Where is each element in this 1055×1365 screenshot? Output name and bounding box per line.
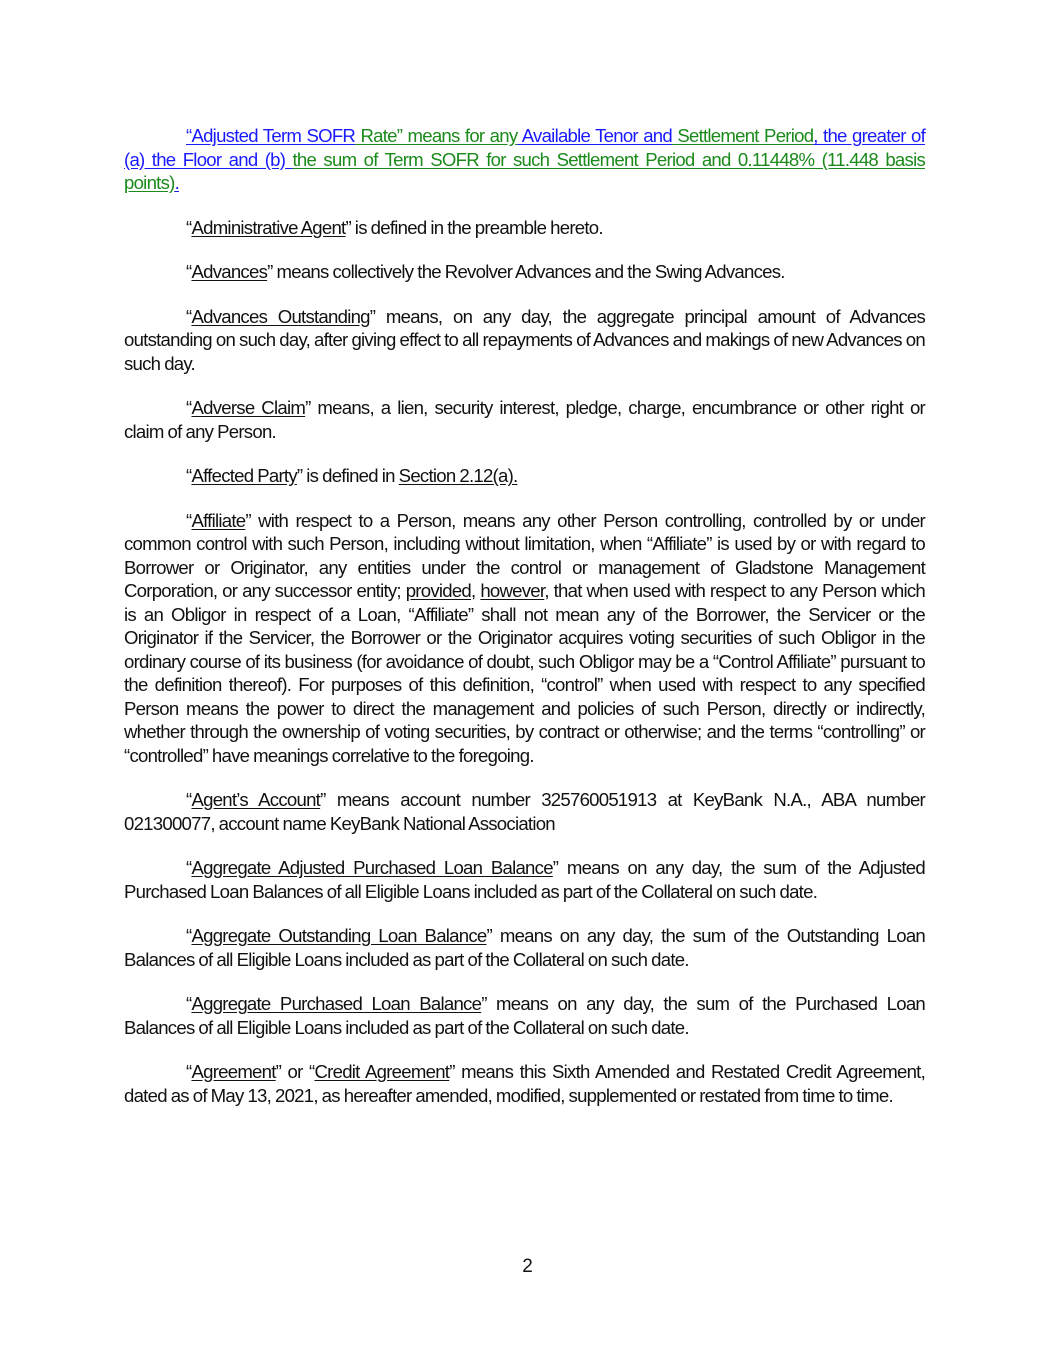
- definition-text: ” or “: [275, 1061, 315, 1082]
- defined-term: Agent’s Account: [191, 789, 321, 810]
- definition-text: ” means account number 325760051913 at KeyBank N.A., ABA number 021300077, account name KeyBank National Association: [124, 789, 925, 834]
- definition-text: ” means on any day, the sum of the Purchased Loan Balances of all Eligible Loans included as part of the Collateral on such date.: [124, 993, 925, 1038]
- defined-term: Administrative Agent: [191, 216, 346, 238]
- definition-advances: [124, 260, 925, 284]
- quote-mark: “: [186, 789, 192, 810]
- definition-text: ” means on any day, the sum of the Adjusted Purchased Loan Balances of all Eligible Loans included as part of the Collateral on such date.: [124, 857, 925, 902]
- inserted-text-blue: .: [174, 172, 179, 193]
- definition-text: ” with respect to a Person, means any other Person controlling, controlled by or under common control with such Person, including without limitation, when “Affiliate” is used by or with regard to Borrower or Originator, any entities under the control or management of Gladstone Management Corporation, or any successor entity;: [124, 509, 925, 601]
- defined-term: Aggregate Purchased Loan Balance: [191, 993, 482, 1014]
- quote-mark: “: [186, 1061, 192, 1082]
- definition-text: ” means collectively the Revolver Advances and the Swing Advances.: [267, 261, 785, 282]
- definition-administrative-agent: [124, 216, 925, 240]
- defined-term: Agreement: [191, 1061, 276, 1082]
- quote-mark: “: [186, 216, 192, 238]
- quote-mark: “: [186, 509, 192, 531]
- definition-aggregate-purchased-loan-balance: [124, 992, 925, 1039]
- definition-affected-party: [124, 464, 925, 488]
- defined-term: Affected Party: [191, 465, 297, 486]
- defined-term: Adverse Claim: [191, 397, 306, 418]
- inserted-text-blue: Available Tenor and: [517, 125, 672, 146]
- definition-agreement: [124, 1060, 925, 1107]
- definition-adverse-claim: [124, 396, 925, 443]
- definition-text: ” is defined in the preamble hereto.: [345, 216, 603, 238]
- quote-mark: “: [186, 397, 192, 418]
- defined-term: Credit Agreement: [314, 1061, 450, 1082]
- proviso-however: however: [480, 580, 545, 601]
- quote-mark: “: [186, 261, 192, 282]
- quote-mark: “: [186, 305, 192, 327]
- definition-text: ” is defined in: [296, 465, 399, 486]
- inserted-text-green: Settlement Period: [671, 125, 814, 146]
- definition-text: , that when used with respect to any Person which is an Obligor in respect of a Loan, “Affiliate” shall not mean any of the Borrower, the Servicer or the Originator if the Servicer, the Borrower or the Originator acquires voting securities of such Obligor in the ordinary course of its business (for avoidance of doubt, such Obligor may be a “Control Affiliate” pursuant to the definition thereof). For purposes of this definition, “control” when used with respect to any specified Person means the power to direct the management and policies of such Person, directly or indirectly, whether through the ownership of voting securities, by contract or otherwise; and the terms “controlling” or “controlled” have meanings correlative to the foregoing.: [124, 580, 926, 766]
- defined-term: Advances Outstanding: [191, 305, 370, 327]
- definition-text: ,: [471, 580, 481, 601]
- definition-adjusted-term-sofr-rate: [124, 124, 925, 195]
- definition-text: ” means on any day, the sum of the Outstanding Loan Balances of all Eligible Loans included as part of the Collateral on such date.: [124, 925, 925, 970]
- definition-affiliate: [124, 509, 925, 768]
- defined-term: Aggregate Adjusted Purchased Loan Balance: [191, 857, 553, 878]
- quote-mark: “: [186, 465, 192, 486]
- inserted-text-blue: , the greater of (a) the Floor and (b): [124, 125, 925, 170]
- defined-term: Advances: [191, 261, 268, 282]
- quote-mark: “: [186, 993, 192, 1014]
- proviso-provided: provided: [405, 580, 472, 601]
- document-page: [124, 124, 925, 1128]
- inserted-text-green: Rate” means for any: [355, 125, 518, 146]
- definition-text: ” means this Sixth Amended and Restated Credit Agreement, dated as of May 13, 2021, as hereafter amended, modified, supplemented or restated from time to time.: [124, 1061, 925, 1106]
- section-reference: Section 2.12(a).: [398, 465, 518, 486]
- definition-aggregate-adjusted-purchased-loan-balance: [124, 856, 925, 903]
- definition-agents-account: [124, 788, 925, 835]
- definition-text: ” means, on any day, the aggregate principal amount of Advances outstanding on such day, after giving effect to all repayments of Advances and makings of new Advances on such day.: [124, 305, 926, 374]
- defined-term: Aggregate Outstanding Loan Balance: [191, 925, 487, 946]
- defined-term: Affiliate: [191, 509, 246, 531]
- inserted-text-blue: “Adjusted Term SOFR: [186, 125, 356, 146]
- quote-mark: “: [186, 925, 192, 946]
- definition-aggregate-outstanding-loan-balance: [124, 924, 925, 971]
- page-number: 2: [522, 1256, 533, 1277]
- quote-mark: “: [186, 857, 192, 878]
- inserted-text-green: the sum of Term SOFR for such Settlement Period and 0.11448% (11.448 basis points): [124, 148, 925, 193]
- definition-text: ” means, a lien, security interest, pledge, charge, encumbrance or other right or claim of any Person.: [124, 397, 926, 442]
- definition-advances-outstanding: [124, 305, 925, 376]
